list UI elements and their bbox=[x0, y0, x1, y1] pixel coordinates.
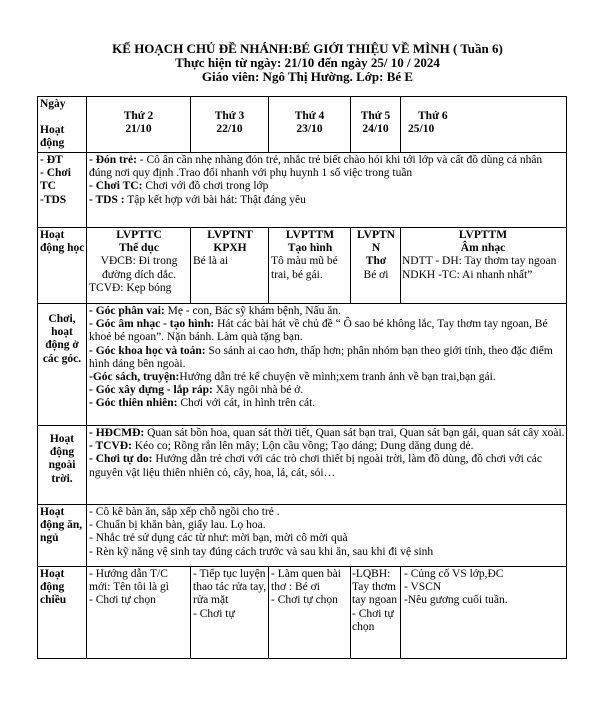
row-content-meals bbox=[89, 506, 565, 559]
col-subheading: Tạo hình bbox=[287, 242, 333, 255]
day-date: 25/10 bbox=[408, 123, 435, 136]
day-column-tue bbox=[191, 110, 268, 136]
list-item: - Tiếp tục luyện thao tác rửa tay, rửa mặt bbox=[193, 568, 267, 607]
item-key: - Chơi TC: bbox=[89, 180, 143, 193]
list-item: -Nêu gương cuối tuần. bbox=[404, 594, 508, 607]
item-text: Quan sát bồn hoa, quan sát thời tiết, Quan sát bạn trai, Quan sát bạn gái, quan sát cây xoài. bbox=[144, 427, 565, 439]
item-text: Kéo co; Rồng rắn lên mây; Lộn cầu vồng; Tạo dáng; Dung dăng dung dẻ. bbox=[131, 440, 474, 453]
col-body: Tô màu mũ bé trai, bé gái. bbox=[271, 255, 338, 281]
list-item: - VSCN bbox=[404, 581, 442, 594]
col-body: NDKH -TC: Ai nhanh nhất” bbox=[402, 268, 533, 281]
list-item: - Chơi tự chọn bbox=[89, 594, 156, 607]
day-name: Thứ 5 bbox=[360, 110, 391, 122]
list-item bbox=[89, 427, 565, 440]
col-heading: LVPTN bbox=[357, 229, 395, 241]
learning-col-wed bbox=[271, 229, 349, 282]
day-date: 24/10 bbox=[362, 123, 389, 136]
item-text: So sánh ai cao hơn, thấp hơn; phân nhóm bạn theo giới tính, theo đặc điểm hình dáng bên ngoài. bbox=[89, 344, 553, 370]
row-content-corners bbox=[89, 305, 565, 411]
learning-col-thu bbox=[352, 229, 400, 282]
day-date: 22/10 bbox=[216, 123, 243, 136]
list-item bbox=[89, 305, 565, 318]
day-name: Thứ 6 bbox=[418, 110, 448, 122]
day-name: Thứ 2 bbox=[123, 110, 154, 122]
page-title: KẾ HOẠCH CHỦ ĐỀ NHÁNH:BÉ GIỚI THIỆU VỀ MÌNH ( Tuần 6) bbox=[112, 41, 503, 56]
item-key: -Góc sách, truyện: bbox=[89, 371, 180, 384]
day-column-fri bbox=[408, 110, 508, 136]
day-column-thu bbox=[351, 110, 400, 136]
row-label-welcome bbox=[40, 154, 86, 207]
col-body: NDTT - DH: Tay thơm tay ngoan bbox=[402, 255, 557, 268]
row-label-line: - ĐT bbox=[40, 154, 63, 166]
item-text: Xây ngôi nhà bé ở. bbox=[212, 384, 304, 397]
row-content-outdoor bbox=[89, 427, 565, 480]
item-key: - Góc thiên nhiên: bbox=[89, 397, 178, 410]
row-label-corners: Chơi, hoạt động ở các góc. bbox=[42, 313, 82, 365]
col-body: VĐCB: Đi trong đường dích dắc. bbox=[100, 255, 178, 281]
item-key: - Chơi tự do: bbox=[89, 453, 153, 466]
col-subheading: KPXH bbox=[213, 242, 247, 255]
col-subheading: N bbox=[371, 242, 381, 255]
day-date: 23/10 bbox=[296, 123, 323, 136]
list-item bbox=[89, 371, 565, 384]
item-text: Mẹ - con, Bác sỹ khám bệnh, Nấu ăn. bbox=[164, 305, 342, 317]
learning-col-fri bbox=[402, 229, 564, 282]
list-item: - Chơi tự bbox=[193, 607, 235, 620]
list-item bbox=[89, 345, 565, 371]
afternoon-col-tue bbox=[193, 568, 267, 621]
list-item bbox=[89, 318, 565, 344]
col-body: Bé là ai bbox=[193, 255, 229, 268]
col-subheading: Âm nhạc bbox=[460, 242, 506, 255]
list-item bbox=[89, 154, 565, 180]
day-column-mon bbox=[87, 110, 190, 136]
list-item: - Rèn kỹ năng vệ sinh tay đúng cách trước và sau khi ăn, sau khi đi vệ sinh bbox=[89, 545, 434, 558]
item-text: Hướng dẫn trẻ kể chuyện về mình;xem tranh ảnh về bạn trai,bạn gái. bbox=[179, 371, 496, 384]
item-text: Chơi với đồ chơi trong lớp bbox=[142, 180, 269, 193]
col-heading: LVPTTM bbox=[285, 229, 335, 241]
item-key: - HĐCMĐ: bbox=[89, 427, 145, 439]
list-item bbox=[89, 194, 565, 207]
list-item: - Chơi tự chọn bbox=[352, 607, 394, 633]
item-key: - Góc xây dựng - lắp ráp: bbox=[89, 384, 213, 397]
item-key: - TDS : bbox=[89, 193, 125, 206]
list-item bbox=[89, 384, 565, 397]
learning-col-tue bbox=[193, 229, 267, 269]
learning-col-mon bbox=[89, 229, 189, 295]
row-label-outdoor: Hoạt động ngoài trời. bbox=[48, 433, 76, 485]
afternoon-col-fri bbox=[404, 568, 564, 608]
day-name: Thứ 3 bbox=[214, 110, 245, 122]
col-heading: LVPTTM bbox=[458, 229, 508, 241]
item-text: - Cô ân cần nhẹ nhàng đón trẻ, nhắc trẻ biết chào hỏi khi tới lớp và cất đồ dùng cá nhân đúng nơi quy định .Trao đổi nhanh với phụ huynh 1 số việc trong tuần bbox=[89, 154, 543, 180]
item-key: - TCVĐ: bbox=[89, 440, 132, 453]
date-range: Thực hiện từ ngày: 21/10 đến ngày 25/ 10 / 2024 bbox=[175, 55, 440, 70]
day-name: Thứ 4 bbox=[294, 110, 325, 122]
row-label-afternoon: Hoạt động chiều bbox=[40, 568, 67, 607]
corner-activity-label: Hoạt động bbox=[40, 124, 65, 150]
item-text: Hát các bài hát về chủ đề “ Ô sao bé không lắc, Tay thơm tay ngoan, Bé khoẻ bé ngoan”. Nặn bánh. Làm quà tặng bạn. bbox=[89, 318, 548, 344]
list-item bbox=[89, 397, 565, 410]
col-body: Bé ơi bbox=[363, 268, 389, 281]
col-body: TCVĐ: Kẹp bóng bbox=[89, 281, 172, 294]
col-heading: LVPTNT bbox=[207, 229, 253, 241]
day-column-wed bbox=[269, 110, 350, 136]
list-item bbox=[89, 440, 565, 453]
afternoon-col-mon bbox=[89, 568, 189, 608]
item-key: - Góc phân vai: bbox=[89, 305, 165, 317]
row-label-meals: Hoạt động ăn, ngủ bbox=[40, 506, 83, 545]
list-item: - Cô kê bàn ăn, sắp xếp chỗ ngồi cho trẻ . bbox=[89, 506, 280, 518]
row-label-learning: Hoạt động học bbox=[40, 229, 85, 255]
row-label-line: - Chơi TC bbox=[40, 167, 71, 193]
corner-day-label: Ngày bbox=[40, 98, 66, 110]
list-item: - Làm quen bài thơ : Bé ơi bbox=[271, 568, 341, 594]
afternoon-col-thu bbox=[352, 568, 400, 634]
item-text: Hướng dẫn trẻ chơi với các trò chơi thiết bị ngoài trời, làm đồ dùng, đồ chơi với các nguyên vật liệu thiên nhiên cỏ, cây, hoa, lá, cát, sỏi… bbox=[89, 453, 542, 479]
list-item: - Hướng dẫn T/C mới: Tên tôi là gì bbox=[89, 568, 169, 594]
teacher-class: Giáo viên: Ngô Thị Hường. Lớp: Bé E bbox=[201, 69, 414, 84]
item-key: - Góc khoa học và toán: bbox=[89, 344, 206, 357]
list-item: - Chuẩn bị khăn bàn, giấy lau. Lọ hoa. bbox=[89, 519, 266, 532]
list-item: - Chơi tự chọn bbox=[271, 594, 338, 607]
item-key: - Đón trẻ: bbox=[89, 154, 137, 166]
list-item bbox=[89, 180, 565, 193]
row-content-welcome bbox=[89, 154, 565, 207]
list-item bbox=[89, 453, 565, 479]
day-date: 21/10 bbox=[125, 123, 152, 136]
col-heading: LVPTTC bbox=[116, 229, 162, 241]
afternoon-col-wed bbox=[271, 568, 349, 608]
col-subheading: Thể dục bbox=[119, 242, 159, 255]
row-label-line: -TDS bbox=[40, 193, 67, 206]
item-text: Tập kết hợp với bài hát: Thật đáng yêu bbox=[124, 193, 306, 206]
list-item: -LQBH: Tay thơm tay ngoan bbox=[352, 568, 398, 607]
col-body: Thơ bbox=[365, 255, 387, 268]
item-text: Chơi với cát, in hình trên cát. bbox=[177, 397, 316, 410]
item-key: - Góc âm nhạc - tạo hình: bbox=[89, 318, 215, 331]
list-item: - Củng cố VS lớp,ĐC bbox=[404, 568, 504, 580]
list-item: - Nhắc trẻ sử dụng các từ như: mời bạn, mời cô mời quà bbox=[89, 532, 348, 545]
